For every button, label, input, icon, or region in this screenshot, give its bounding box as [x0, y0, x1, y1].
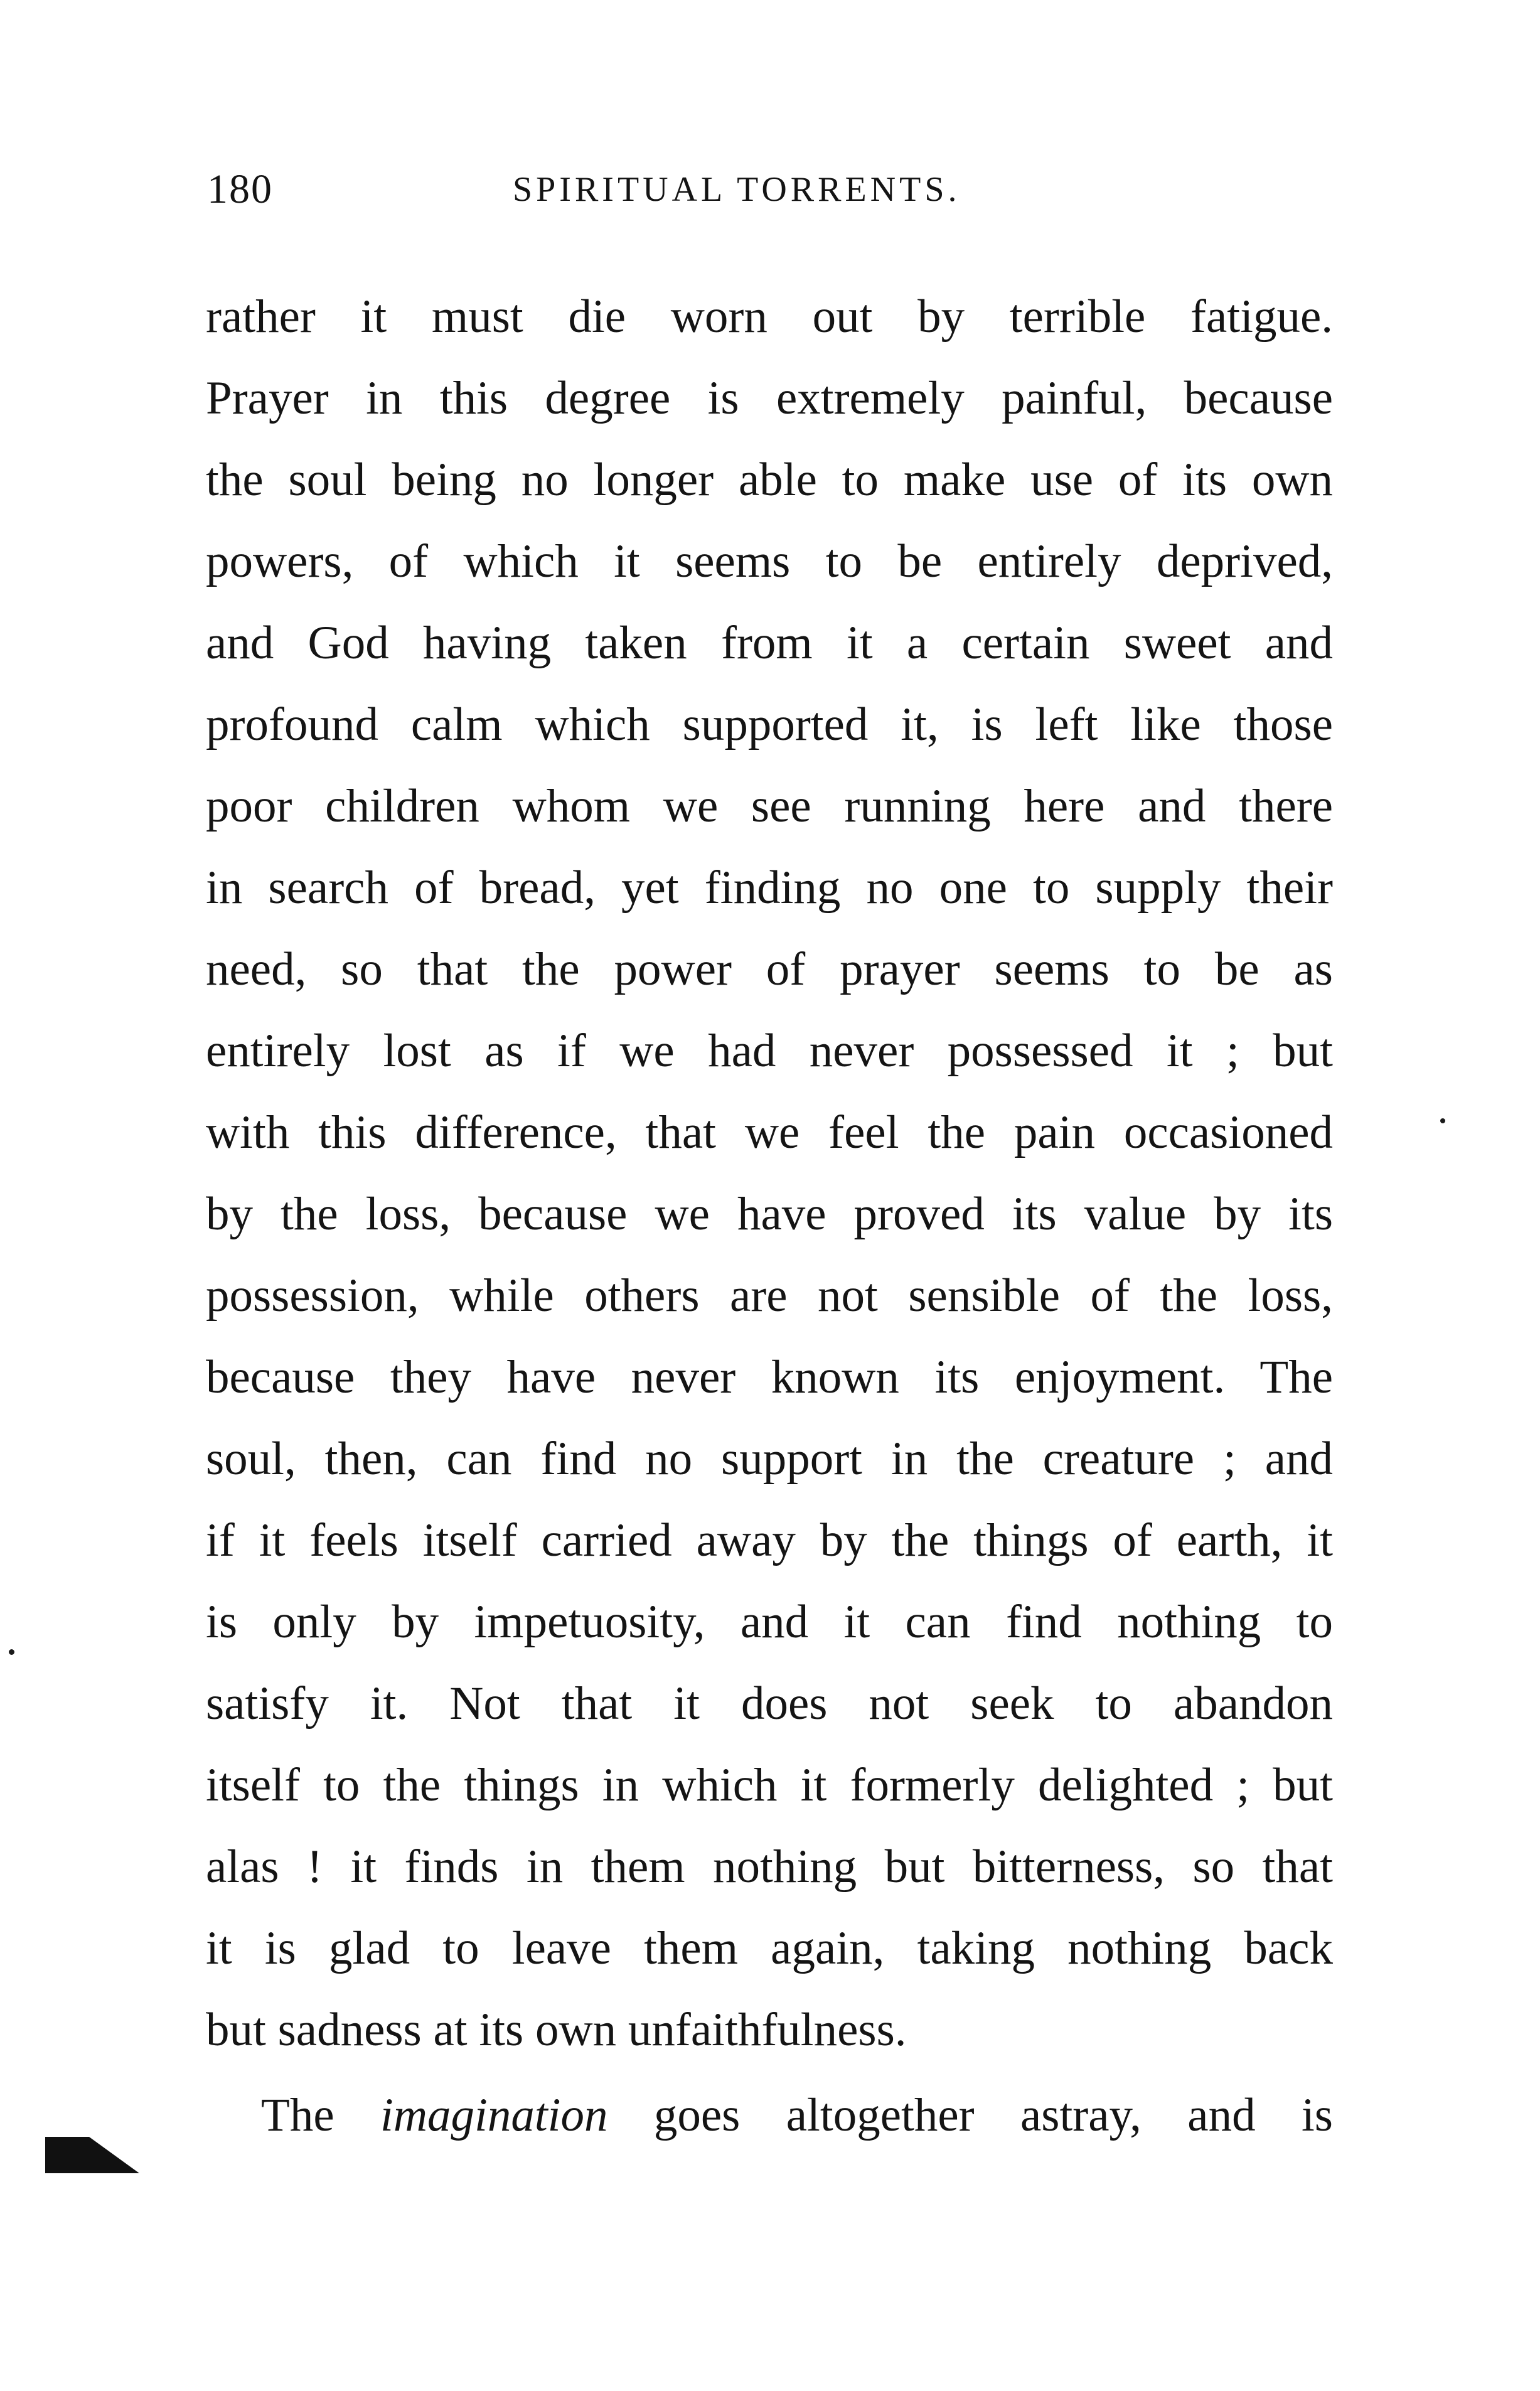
text-line: if it feels itself carried away by the things of earth, it: [206, 1514, 1333, 1566]
ink-speck: [9, 1649, 14, 1655]
text-line: but sadness at its own unfaithfulness.: [206, 2004, 907, 2056]
page-tab-marker: [45, 2137, 139, 2173]
paragraph: [206, 276, 1333, 2071]
page-number: 180: [207, 166, 273, 212]
marker-shape: [45, 2137, 139, 2173]
text-line: and God having taken from it a certain sweet and: [206, 617, 1333, 669]
text-line: satisfy it. Not that it does not seek to abandon: [206, 1677, 1333, 1730]
running-title: SPIRITUAL TORRENTS.: [513, 170, 961, 209]
text-line: is only by impetuosity, and it can find nothing to: [206, 1596, 1333, 1648]
text-line: because they have never known its enjoyment. The: [206, 1351, 1333, 1403]
text-line: itself to the things in which it formerly delighted ; but: [206, 1759, 1333, 1811]
text-line: entirely lost as if we had never possessed it ; but: [206, 1025, 1333, 1077]
emphasized-word: imagination: [380, 2089, 608, 2141]
text-line: profound calm which supported it, is left like those: [206, 698, 1333, 751]
text-line: the soul being no longer able to make use of its own: [206, 454, 1333, 506]
text-line: by the loss, because we have proved its value by its: [206, 1188, 1333, 1240]
text-run: The: [261, 2089, 380, 2141]
text-line: in search of bread, yet finding no one to supply their: [206, 862, 1333, 914]
paragraph: [206, 2075, 1333, 2156]
text-line: powers, of which it seems to be entirely deprived,: [206, 535, 1333, 587]
text-line: alas ! it finds in them nothing but bitterness, so that: [206, 1841, 1333, 1893]
text-line: need, so that the power of prayer seems to be as: [206, 943, 1333, 995]
text-line: soul, then, can find no support in the creature ; and: [206, 1433, 1333, 1485]
text-line: it is glad to leave them again, taking nothing back: [206, 1922, 1333, 1974]
page-header: [207, 164, 1337, 215]
text-line: poor children whom we see running here and there: [206, 780, 1333, 832]
text-line: rather it must die worn out by terrible fatigue.: [206, 291, 1333, 343]
text-run: goes altogether astray, and is: [607, 2089, 1333, 2141]
body-text: [206, 276, 1333, 2156]
text-line: possession, while others are not sensible of the loss,: [206, 1270, 1333, 1322]
text-line: with this difference, that we feel the pain occasioned: [206, 1106, 1333, 1158]
text-line: Prayer in this degree is extremely painful, because: [206, 372, 1333, 424]
text-line: [206, 2075, 1333, 2156]
ink-speck: [1440, 1118, 1445, 1123]
